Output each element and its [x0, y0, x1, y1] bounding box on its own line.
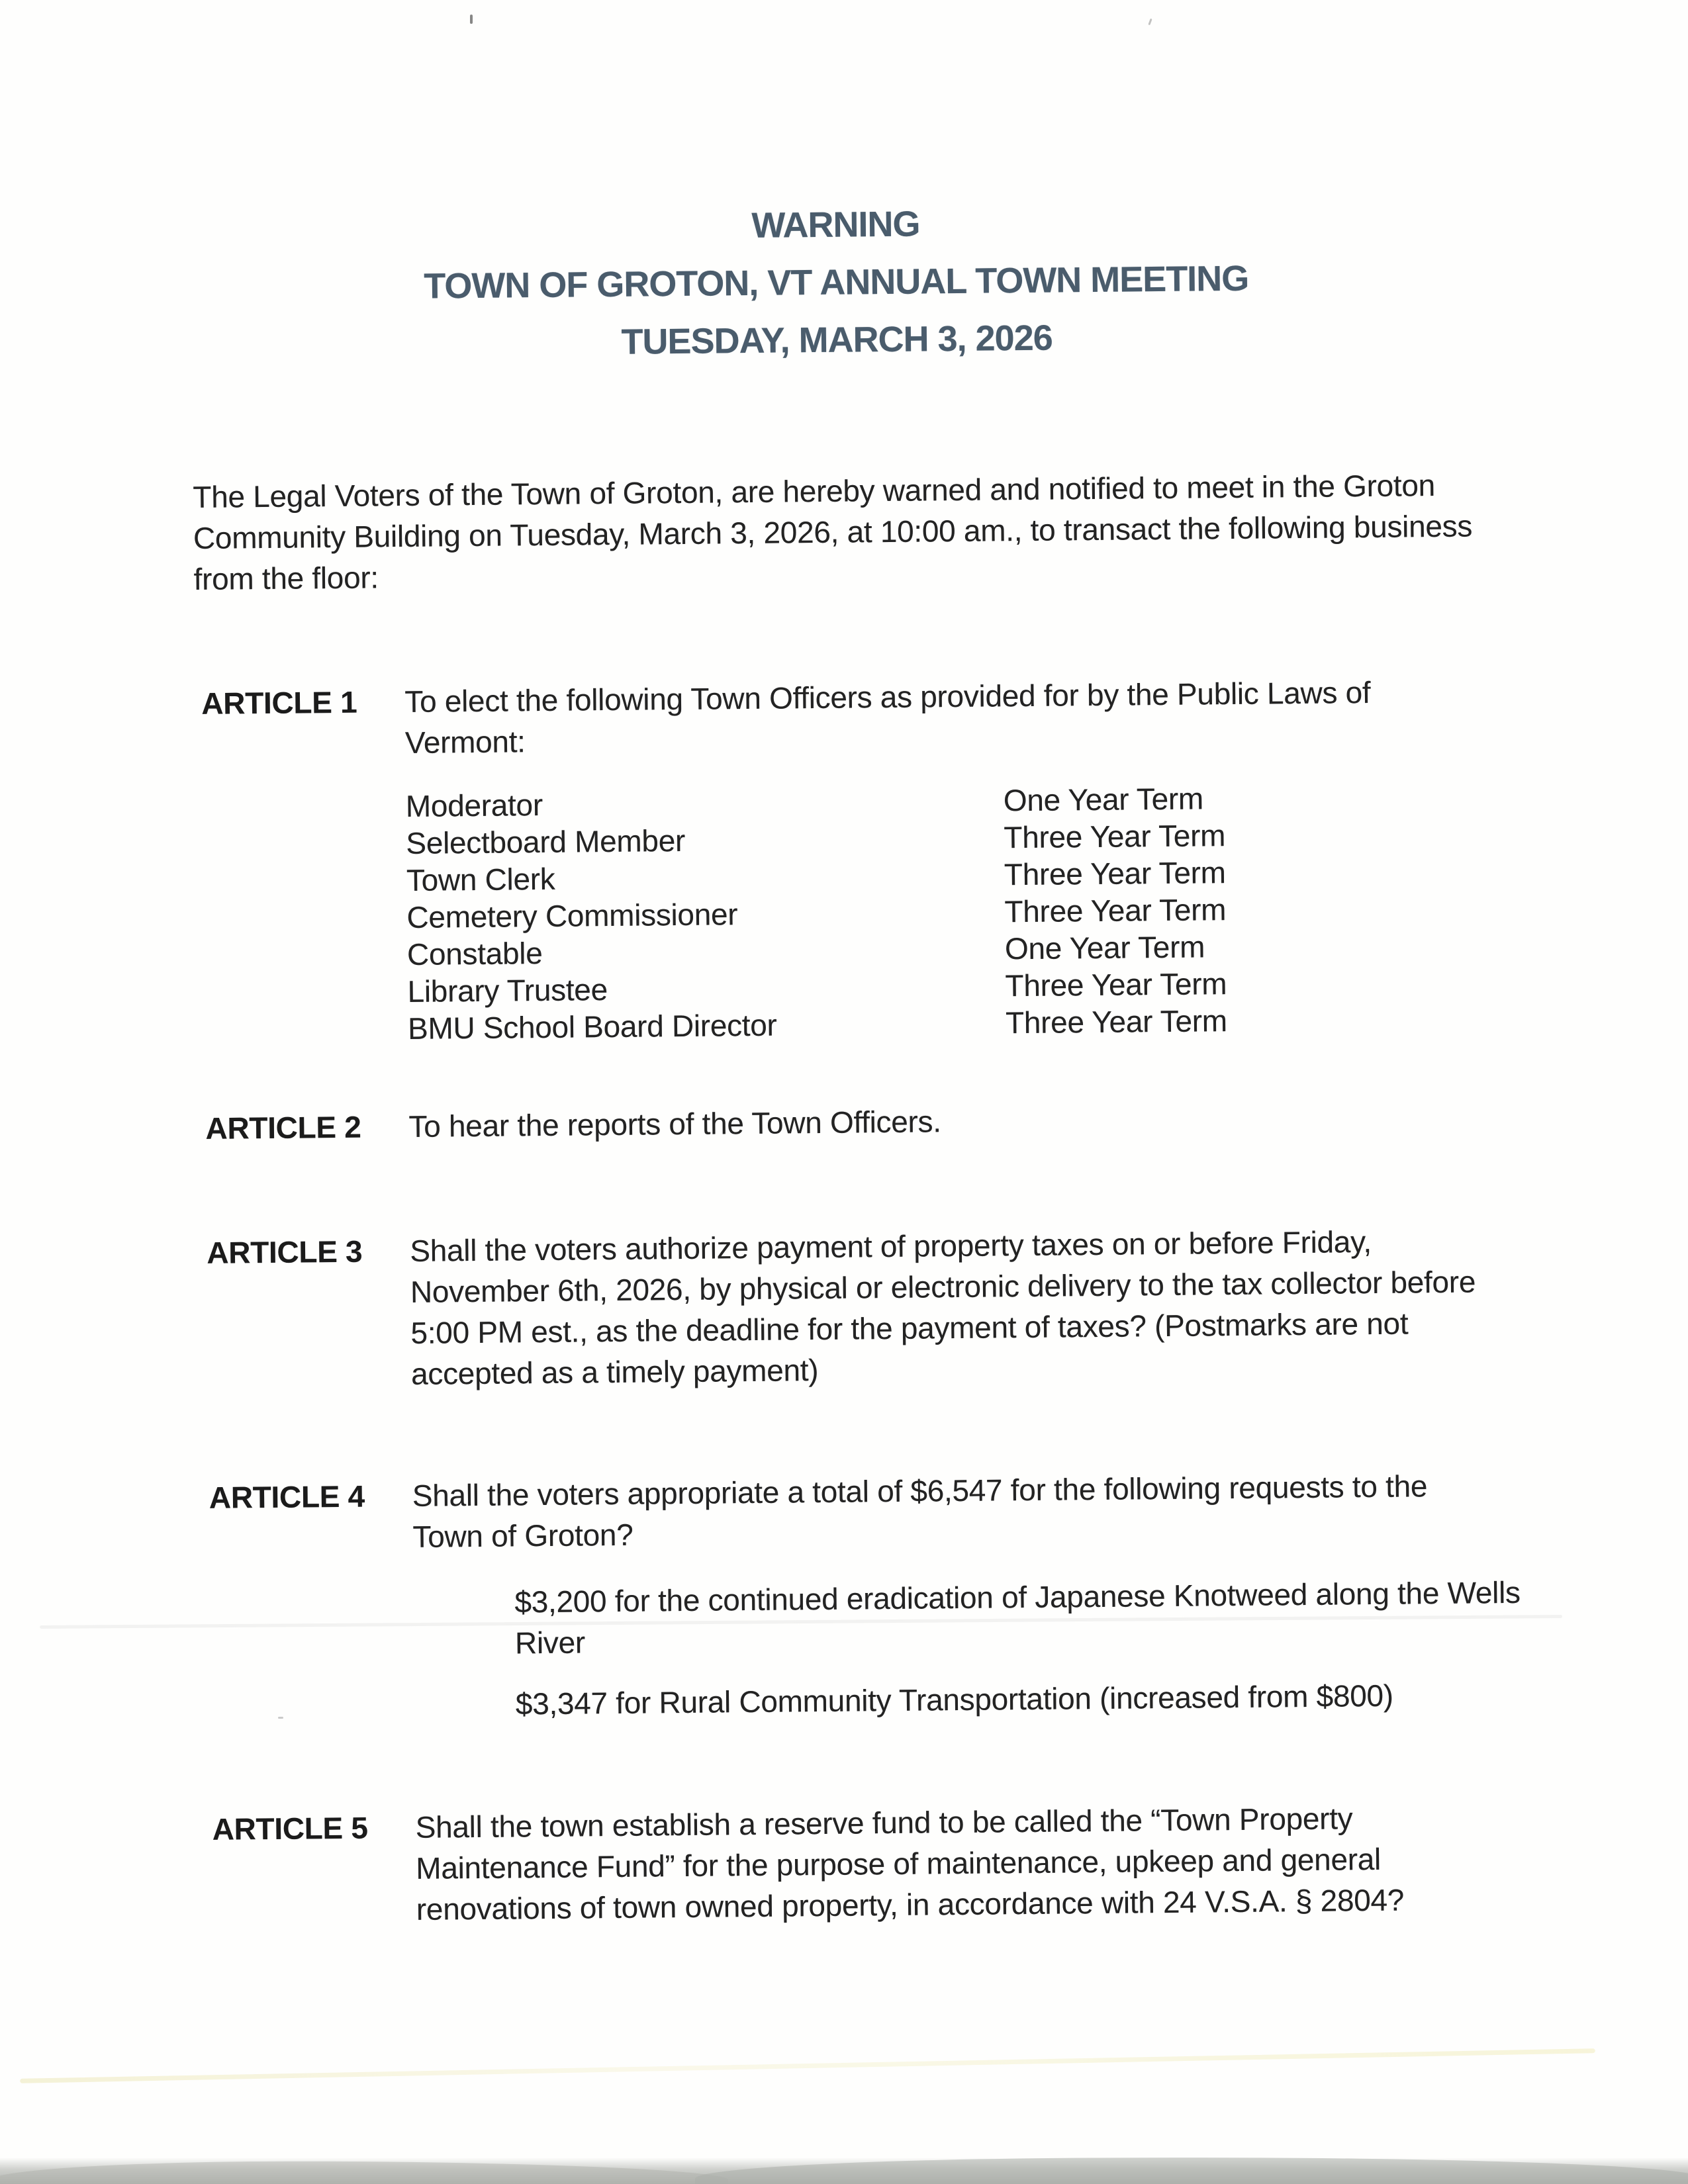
title-line-town-meeting: TOWN OF GROTON, VT ANNUAL TOWN MEETING: [424, 258, 1249, 306]
office-term: Three Year Term: [1004, 818, 1226, 855]
scan-speck: [278, 1717, 283, 1719]
title-line-warning: WARNING: [751, 204, 920, 246]
article-4-appropriation-knotweed: $3,200 for the continued eradication of Japanese Knotweed along the Wells River: [514, 1574, 1521, 1661]
scan-page-edge-shadow: [0, 2158, 1688, 2184]
office-name: BMU School Board Director: [407, 1007, 777, 1046]
article-4: [209, 1463, 1688, 1559]
intro-paragraph: The Legal Voters of the Town of Groton, are hereby warned and notified to meet in the Groton Community Building on Tuesday, March 3, 2026, at 10:00 am., to transact the following business from the floor:: [193, 468, 1473, 597]
office-term: Three Year Term: [1005, 1003, 1228, 1040]
article-3-text: Shall the voters authorize payment of property taxes on or before Friday, November 6th, 2026, by physical or electronic delivery to the tax collector before 5:00 PM est., as the deadline for the payment of taxes? (Postmarks are not accepted as a timely payment): [410, 1224, 1476, 1391]
title-line-date: TUESDAY, MARCH 3, 2026: [621, 318, 1053, 362]
office-term: Three Year Term: [1004, 855, 1226, 892]
article-4-appropriation-transportation: $3,347 for Rural Community Transportation (increased from $800): [515, 1678, 1394, 1721]
article-2-text: To hear the reports of the Town Officers.: [408, 1104, 941, 1144]
article-3: [207, 1218, 1688, 1396]
article-4-text: Shall the voters appropriate a total of $6,547 for the following requests to the Town of Groton?: [412, 1469, 1428, 1554]
office-name: Library Trustee: [407, 972, 608, 1009]
office-term: One Year Term: [1004, 929, 1205, 966]
scan-yellow-streak: [20, 2048, 1595, 2083]
article-5: [212, 1794, 1688, 1931]
office-term: Three Year Term: [1004, 892, 1227, 929]
article-2: [205, 1093, 1688, 1148]
office-name: Cemetery Commissioner: [406, 897, 738, 934]
article-5-label: ARTICLE 5: [212, 1810, 368, 1846]
officer-elections-list: [406, 778, 1368, 1047]
article-2-label: ARTICLE 2: [205, 1109, 361, 1146]
office-name: Selectboard Member: [406, 823, 686, 860]
office-term: One Year Term: [1003, 781, 1204, 818]
article-1-label: ARTICLE 1: [201, 684, 357, 721]
office-name: Town Clerk: [406, 861, 555, 897]
document-title-block: [0, 188, 1681, 377]
office-name: Constable: [406, 936, 543, 972]
article-1-text: To elect the following Town Officers as provided for by the Public Laws of Vermont:: [404, 674, 1371, 760]
article-4-label: ARTICLE 4: [209, 1479, 365, 1515]
article-5-text: Shall the town establish a reserve fund to be called the “Town Property Maintenance Fund” for the purpose of maintenance, upkeep and general renovations of town owned property, in accordance with 24 V.S.A. § 2804?: [415, 1801, 1405, 1927]
scan-speck: [470, 15, 473, 24]
office-name: Moderator: [405, 787, 543, 823]
office-term: Three Year Term: [1005, 966, 1227, 1003]
article-1: [201, 668, 1685, 764]
article-3-label: ARTICLE 3: [207, 1234, 363, 1270]
